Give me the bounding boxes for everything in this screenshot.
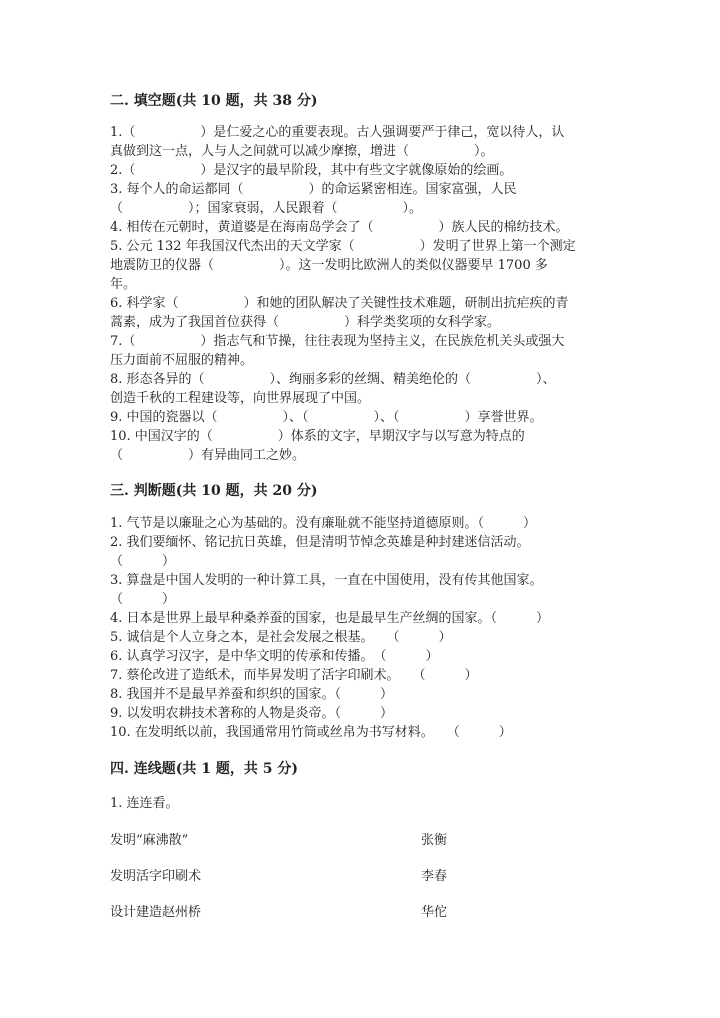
fill-in-line: 8. 形态各异的（ ）、绚丽多彩的丝绸、精美绝伦的（ ）、	[110, 372, 556, 387]
fill-in-line: 10. 中国汉字的（ ）体系的文字，早期汉字与以写意为特点的	[110, 429, 525, 444]
true-false-line: 8. 我国并不是最早养蚕和织织的国家。（ ）	[110, 687, 394, 702]
fill-in-line: （ ）有异曲同工之妙。	[110, 448, 306, 463]
section-title-fill-in: 二. 填空题(共 10 题，共 38 分)	[110, 93, 318, 109]
fill-in-line: 地震防卫的仪器（ ）。这一发明比欧洲人的类似仪器要早 1700 多	[110, 258, 548, 273]
matching-intro: 1. 连连看。	[110, 796, 179, 811]
true-false-line: 5. 诚信是个人立身之本，是社会发展之根基。 （ ）	[110, 630, 452, 645]
true-false-line: 10. 在发明纸以前，我国通常用竹筒或丝帛为书写材料。 （ ）	[110, 725, 512, 740]
true-false-line: 4. 日本是世界上最早种桑养蚕的国家，也是最早生产丝绸的国家。（ ）	[110, 611, 550, 626]
fill-in-line: 2.（ ）是汉字的最早阶段，其中有些文字就像原始的绘画。	[110, 163, 513, 178]
section-title-matching: 四. 连线题(共 1 题，共 5 分)	[110, 761, 298, 777]
fill-in-line: 创造千秋的工程建设等，向世界展现了中国。	[110, 391, 371, 406]
true-false-line: （ ）	[110, 554, 176, 569]
true-false-line: （ ）	[110, 592, 176, 607]
matching-left-item: 发明活字印刷术	[110, 869, 202, 884]
matching-left-item: 设计建造赵州桥	[110, 905, 202, 920]
fill-in-line: 5. 公元 132 年我国汉代杰出的天文学家（ ）发明了世界上第一个测定	[110, 239, 576, 254]
true-false-line: 7. 蔡伦改进了造纸术，而毕昇发明了活字印刷术。 （ ）	[110, 668, 478, 683]
true-false-line: 2. 我们要缅怀、铭记抗日英雄，但是清明节悼念英雄是种封建迷信活动。	[110, 535, 530, 550]
true-false-line: 1. 气节是以廉耻之心为基础的。没有廉耻就不能坚持道德原则。（ ）	[110, 516, 537, 531]
matching-right-item: 华佗	[421, 905, 448, 920]
fill-in-line: 4. 相传在元朝时，黄道婆是在海南岛学会了（ ）族人民的棉纺技术。	[110, 220, 569, 235]
true-false-line: 3. 算盘是中国人发明的一种计算工具，一直在中国使用，没有传其他国家。	[110, 573, 543, 588]
fill-in-line: （ ）；国家衰弱，人民跟着（ ）。	[110, 201, 423, 216]
true-false-line: 9. 以发明农耕技术著称的人物是炎帝。（ ）	[110, 706, 394, 721]
matching-left-item: 发明“麻沸散”	[110, 833, 189, 848]
matching-right-item: 李春	[421, 869, 448, 884]
fill-in-line: 3. 每个人的命运都同（ ）的命运紧密相连。国家富强，人民	[110, 182, 517, 197]
fill-in-line: 蒿素，成为了我国首位获得（ ）科学类奖项的女科学家。	[110, 315, 501, 330]
fill-in-line: 压力面前不屈服的精神。	[110, 353, 254, 368]
fill-in-line: 7.（ ）指志气和节操，往往表现为坚持主义，在民族危机关头或强大	[110, 334, 565, 349]
fill-in-line: 年。	[110, 277, 137, 292]
fill-in-line: 6. 科学家（ ）和她的团队解决了关键性技术难题，研制出抗疟疾的青	[110, 296, 569, 311]
true-false-line: 6. 认真学习汉字，是中华文明的传承和传播。 （ ）	[110, 649, 439, 664]
matching-right-item: 张衡	[421, 833, 448, 848]
fill-in-line: 9. 中国的瓷器以（ ）、（ ）、（ ）享誉世界。	[110, 410, 543, 425]
section-title-true-false: 三. 判断题(共 10 题，共 20 分)	[110, 483, 318, 499]
fill-in-line: 1.（ ）是仁爱之心的重要表现。古人强调要严于律己，宽以待人，认	[110, 125, 565, 140]
fill-in-line: 真做到这一点，人与人之间就可以减少摩擦，增进（ ）。	[110, 144, 494, 159]
